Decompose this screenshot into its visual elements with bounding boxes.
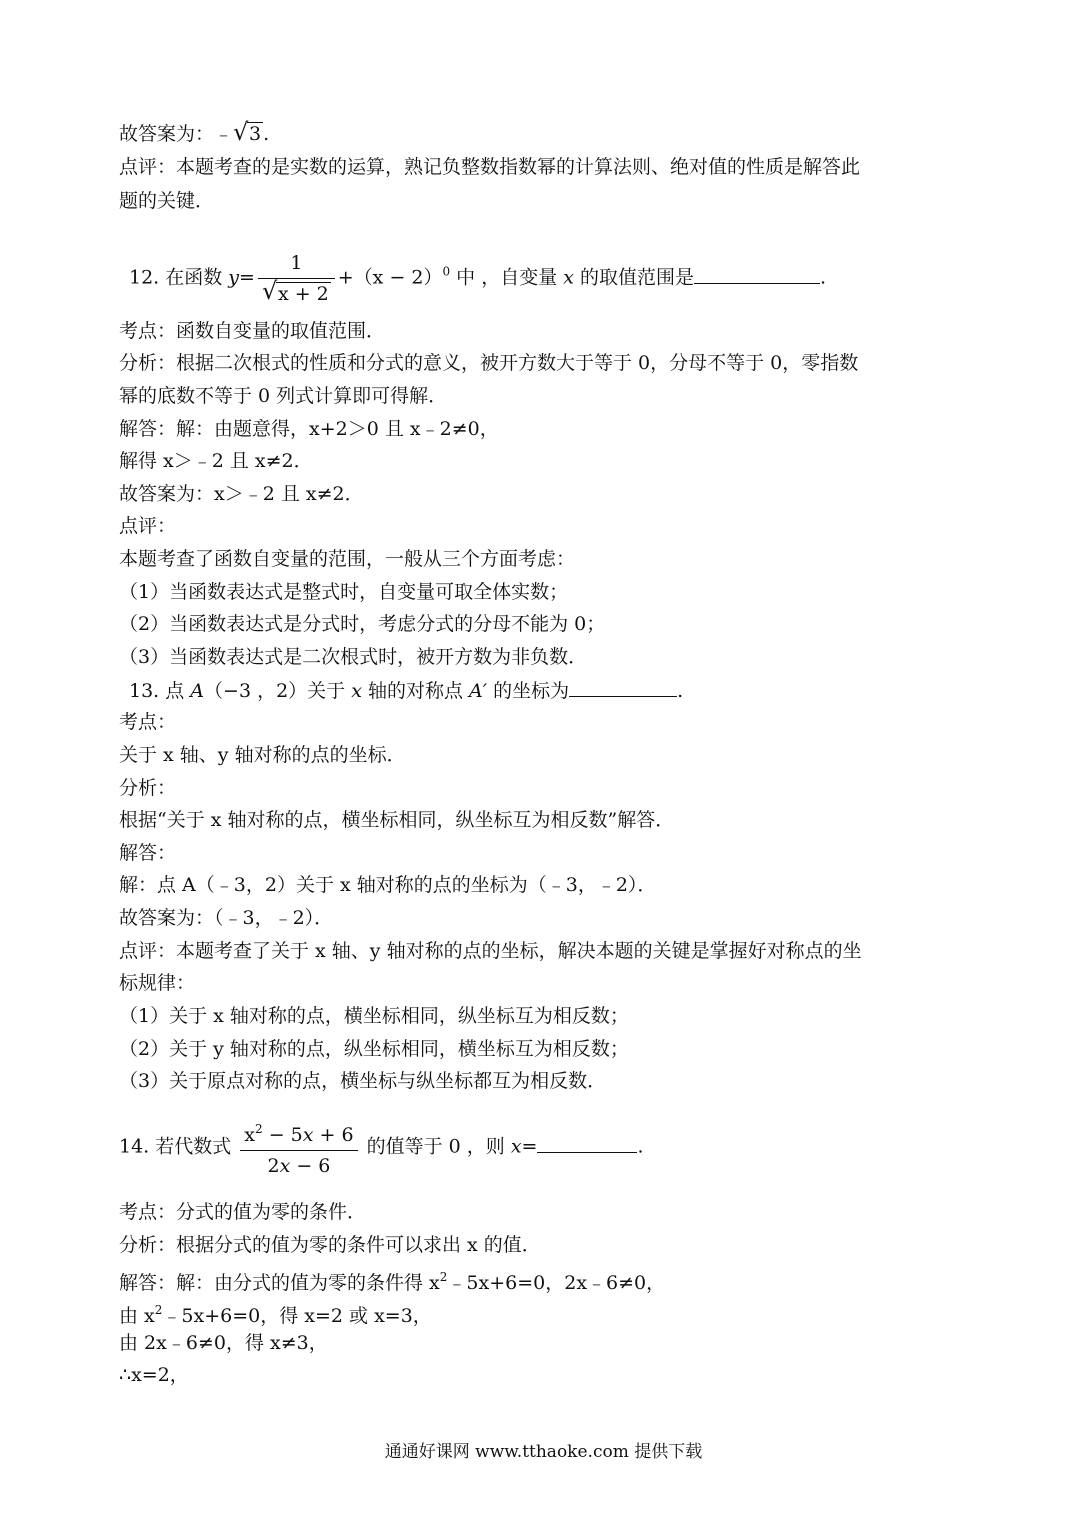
kaodian-14: 考点：分式的值为零的条件．	[119, 1201, 367, 1223]
solve-line-2: 由 2x﹣6≠0，得 x≠3，	[119, 1332, 328, 1354]
question-14: 14. 若代数式 $\frac{x^2 - 5x + 6}{2x - 6}$ 的值等于 0 ，则 x= .	[119, 1116, 644, 1179]
fraction: 1 √ x + 2	[258, 250, 335, 307]
kaodian-12: 考点：函数自变量的取值范围．	[119, 320, 386, 342]
sqrt-expression: √ 3	[233, 118, 262, 146]
dianping-13-cont: 标规律：	[119, 972, 196, 994]
jieda-14: 解答：解：由分式的值为零的条件得 $x^2﹣5x+6=0$，2x﹣6≠0，	[119, 1270, 666, 1294]
page-footer: 通通好课网 www.tthaoke.com 提供下载	[384, 1442, 703, 1462]
dianping-13: 点评：本题考查了关于 x 轴、y 轴对称的点的坐标，解决本题的关键是掌握好对称点的坐	[119, 940, 862, 962]
kaodian-13-label: 考点：	[119, 711, 177, 733]
rule-1: （1）关于 x 轴对称的点，横坐标相同，纵坐标互为相反数；	[119, 1005, 629, 1027]
question-13: 13. 点 A（−3 ，2）关于 x 轴的对称点 A′ 的坐标为 .	[129, 680, 684, 702]
solve-line-1: 由 $x^2﹣5x+6=0$，得 x=2 或 x=3，	[119, 1303, 432, 1327]
rule-3: （3）关于原点对称的点，横坐标与纵坐标都互为相反数．	[119, 1070, 607, 1092]
answer-blank	[537, 1134, 637, 1153]
jieda-12: 解答：解：由题意得，x+2＞0 且 x﹣2≠0，	[119, 418, 499, 440]
rule-1: （1）当函数表达式是整式时，自变量可取全体实数；	[119, 581, 569, 603]
fraction: $\frac{x^2 - 5x + 6}{2x - 6}$	[240, 1116, 357, 1179]
dianping-12: 本题考查了函数自变量的范围，一般从三个方面考虑：	[119, 548, 576, 570]
fenxi-13: 根据“关于 x 轴对称的点，横坐标相同，纵坐标互为相反数”解答．	[119, 809, 675, 831]
answer-line-11: 故答案为：﹣ √ 3 .	[119, 118, 270, 146]
rule-2: （2）关于 y 轴对称的点，纵坐标相同，横坐标互为相反数；	[119, 1038, 629, 1060]
rule-3: （3）当函数表达式是二次根式时，被开方数为非负数．	[119, 646, 588, 668]
kaodian-13: 关于 x 轴、y 轴对称的点的坐标．	[119, 744, 406, 766]
comment-line: 点评：本题考查的是实数的运算，熟记负整数指数幂的计算法则、绝对值的性质是解答此	[119, 156, 861, 178]
comment-line-cont: 题的关键．	[119, 190, 215, 212]
question-12: 12. 在函数 y= 1 √ x + 2 $+(x - 2)^0$ 中 ，自变量 x 的取值范围是 .	[129, 252, 827, 305]
answer-line-13: 故答案为：（﹣3，﹣2）．	[119, 907, 334, 929]
dianping-12-label: 点评：	[119, 515, 177, 537]
fenxi-14: 分析：根据分式的值为零的条件可以求出 x 的值．	[119, 1234, 541, 1256]
answer-blank	[694, 265, 820, 284]
jieda-13-label: 解答：	[119, 842, 177, 864]
fenxi-12: 分析：根据二次根式的性质和分式的意义，被开方数大于等于 0，分母不等于 0，零指数	[119, 352, 859, 374]
solve-line-3: ∴x=2，	[119, 1364, 189, 1386]
answer-blank	[569, 678, 677, 697]
rule-2: （2）当函数表达式是分式时，考虑分式的分母不能为 0；	[119, 613, 606, 635]
answer-line-12: 故答案为：x＞﹣2 且 x≠2．	[119, 483, 364, 505]
fenxi-12-cont: 幂的底数不等于 0 列式计算即可得解．	[119, 385, 448, 407]
jieda-13: 解：点 A（﹣3，2）关于 x 轴对称的点的坐标为（﹣3，﹣2）．	[119, 874, 657, 896]
solve-line: 解得 x＞﹣2 且 x≠2．	[119, 450, 313, 472]
fenxi-13-label: 分析：	[119, 777, 177, 799]
